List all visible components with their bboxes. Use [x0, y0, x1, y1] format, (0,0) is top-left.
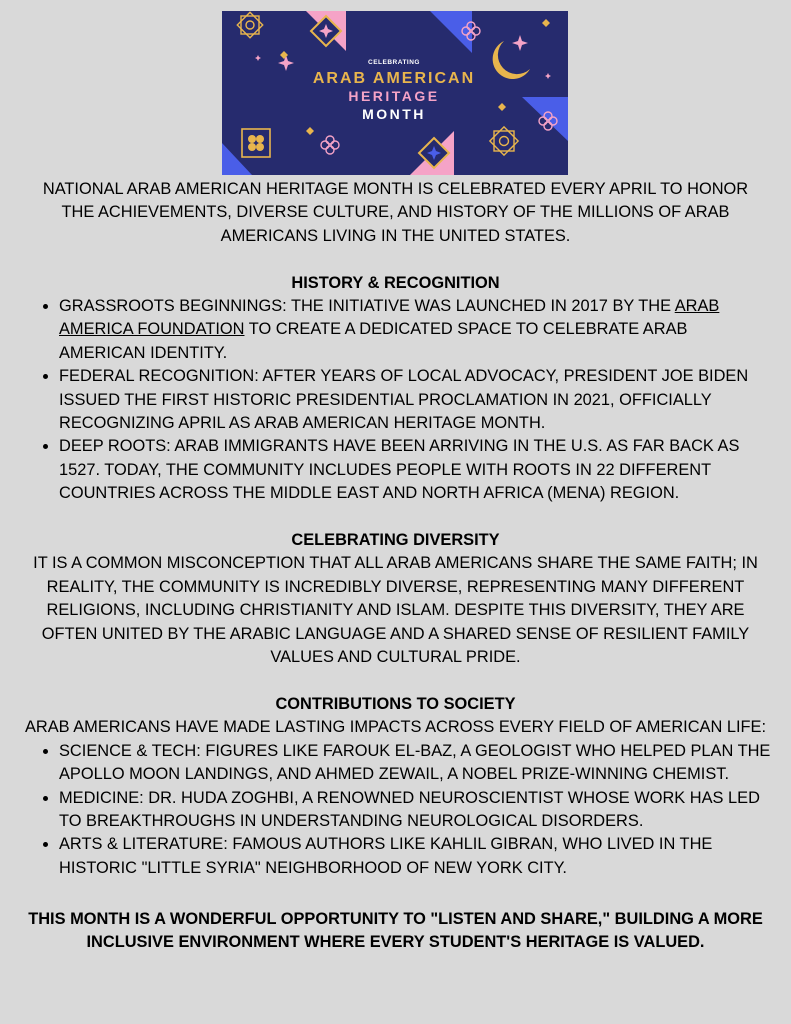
list-item: • GRASSROOTS BEGINNINGS: THE INITIATIVE WAS LAUNCHED IN 2017 BY THE ARAB AMERICA FOUNDATION TO CREATE A DEDICATED SPACE TO CELEBRATE ARAB AMERICAN IDENTITY. [59, 295, 771, 365]
contributions-intro: ARAB AMERICANS HAVE MADE LASTING IMPACTS ACROSS EVERY FIELD OF AMERICAN LIFE: [24, 718, 767, 737]
diversity-heading: CELEBRATING DIVERSITY [291, 531, 500, 550]
list-item: • MEDICINE: DR. HUDA ZOGHBI, A RENOWNED NEUROSCIENTIST WHOSE WORK HAS LED TO BREAKTHROUGHS IN UNDERSTANDING NEUROLOGICAL DISORDERS. [59, 787, 771, 834]
intro-paragraph: NATIONAL ARAB AMERICAN HERITAGE MONTH IS CELEBRATED EVERY APRIL TO HONOR THE ACHIEVEMENTS, DIVERSE CULTURE, AND HISTORY OF THE MILLIONS OF ARAB AMERICANS LIVING IN THE UNITED STATES. [42, 180, 749, 245]
list-item: • ARTS & LITERATURE: FAMOUS AUTHORS LIKE KAHLIL GIBRAN, WHO LIVED IN THE HISTORIC "LITTLE SYRIA" NEIGHBORHOOD OF NEW YORK CITY. [59, 833, 771, 880]
contributions-list [20, 740, 771, 880]
closing-statement: THIS MONTH IS A WONDERFUL OPPORTUNITY TO "LISTEN AND SHARE," BUILDING A MORE INCLUSIVE ENVIRONMENT WHERE EVERY STUDENT'S HERITAGE IS VALUED. [28, 909, 763, 951]
arab-america-foundation-link[interactable]: ARAB AMERICA FOUNDATION [59, 297, 720, 339]
banner-small-line: CELEBRATING [368, 59, 420, 66]
article-body [20, 178, 771, 954]
list-item: • FEDERAL RECOGNITION: AFTER YEARS OF LOCAL ADVOCACY, PRESIDENT JOE BIDEN ISSUED THE FIRST HISTORIC PRESIDENTIAL PROCLAMATION IN 2021, OFFICIALLY RECOGNIZING APRIL AS ARAB AMERICAN HERITAGE MONTH. [59, 365, 771, 435]
list-item: • DEEP ROOTS: ARAB IMMIGRANTS HAVE BEEN ARRIVING IN THE U.S. AS FAR BACK AS 1527. TODAY, THE COMMUNITY INCLUDES PEOPLE WITH ROOTS IN 22 DIFFERENT COUNTRIES ACROSS THE MIDDLE EAST AND NORTH AFRICA (MENA) REGION. [59, 435, 771, 505]
heritage-month-banner [222, 11, 568, 175]
diversity-paragraph: IT IS A COMMON MISCONCEPTION THAT ALL ARAB AMERICANS SHARE THE SAME FAITH; IN REALITY, THE COMMUNITY IS INCREDIBLY DIVERSE, REPRESENTING MANY DIFFERENT RELIGIONS, INCLUDING CHRISTIANITY AND ISLAM. DESPITE THIS DIVERSITY, THEY ARE OFTEN UNITED BY THE ARABIC LANGUAGE AND A SHARED SENSE OF RESILIENT FAMILY VALUES AND CULTURAL PRIDE. [33, 554, 758, 667]
list-item: • SCIENCE & TECH: FIGURES LIKE FAROUK EL-BAZ, A GEOLOGIST WHO HELPED PLAN THE APOLLO MOON LANDINGS, AND AHMED ZEWAIL, A NOBEL PRIZE-WINNING CHEMIST. [59, 740, 771, 787]
history-list [20, 295, 771, 506]
contributions-heading: CONTRIBUTIONS TO SOCIETY [275, 694, 516, 713]
banner-line-3: MONTH [362, 106, 426, 122]
history-heading: HISTORY & RECOGNITION [291, 273, 500, 292]
banner-line-1: ARAB AMERICAN [312, 70, 476, 87]
banner-line-2: HERITAGE [348, 88, 440, 104]
